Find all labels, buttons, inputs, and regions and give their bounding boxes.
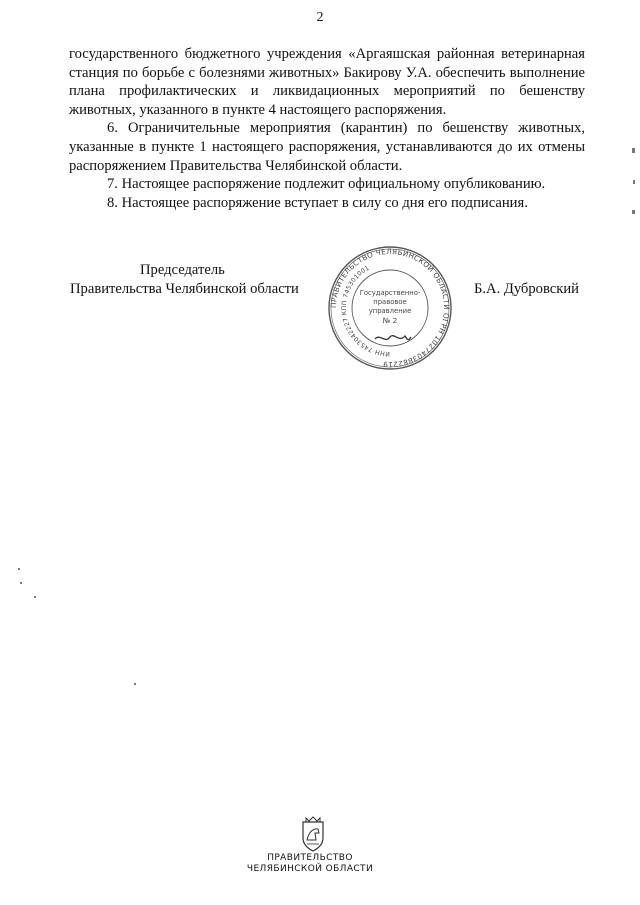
scan-speck [632,148,635,153]
footer-org-line2: ЧЕЛЯБИНСКОЙ ОБЛАСТИ [246,864,374,874]
scan-speck [34,596,36,598]
seal-inner-text: ИНН 7453042227 КПП 745301001 [340,264,391,358]
scan-speck [134,683,136,685]
paragraph-6: 6. Ограничительные мероприятия (карантин) по бешенству животных, указанные в пункте 1 настоящего распоряжения, устанавливаются до их отмены распоряжением Правительства Челябинской области. [69,120,585,174]
paragraph-5-continued: государственного бюджетного учреждения «Аргаяшская районная ветеринарная станция по борьбе с болезнями животных» Бакирову У.А. обеспечить выполнение плана профилактических и ликвидационных мероприятий по бешенству животных, указанного в пункте 4 настоящего распоряжения. [69,46,585,118]
seal-outer-text: ПРАВИТЕЛЬСТВО ЧЕЛЯБИНСКОЙ ОБЛАСТИ ОГРН 1027403882219 [328,246,452,370]
scan-speck [20,582,22,584]
seal-center-line1: Государственно- [359,289,421,297]
seal-center-line3: управление [368,307,412,315]
document-body [69,45,585,212]
signatory-title-line2: Правительства Челябинской области [70,281,299,297]
scan-speck [18,568,20,570]
page-number: 2 [316,10,324,25]
footer-org-line1: ПРАВИТЕЛЬСТВО [267,853,353,863]
signatory-title-line1: Председатель [140,262,225,278]
seal-center-line4: № 2 [382,316,398,325]
signatory-name: Б.А. Дубровский [474,281,579,297]
coat-of-arms-icon [299,816,327,852]
official-seal [327,245,453,371]
seal-center-line2: правовое [373,298,407,306]
paragraph-7: 7. Настоящее распоряжение подлежит официальному опубликованию. [107,176,546,193]
scan-speck [632,210,635,214]
scan-speck [633,180,635,184]
paragraph-8: 8. Настоящее распоряжение вступает в силу со дня его подписания. [107,194,528,211]
signature-scribble [375,336,411,340]
